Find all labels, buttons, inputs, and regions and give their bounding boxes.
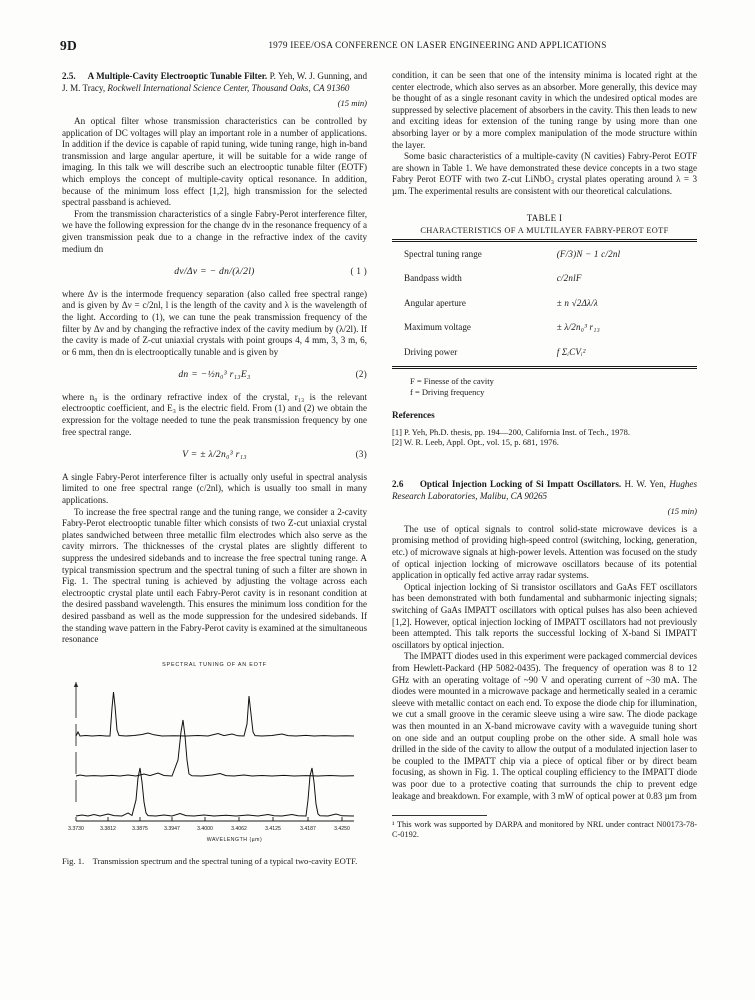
x-tick-label: 3.4250: [334, 826, 350, 833]
talk-heading-2-6: [392, 478, 697, 502]
paragraph: where n₀ is the ordinary refractive index of the crystal, r₁₃ is the relevant electrooptic coefficient, and E₃ is the electric field. From (1) and (2) we obtain the expression for the voltage needed to tune the peak transmission frequency by one free spectral range.: [62, 391, 367, 437]
trace-middle: [76, 720, 354, 776]
trace-top: [76, 692, 354, 736]
table-cell-value: c/2nlF: [556, 273, 582, 284]
talk-affiliation: Rockwell International Science Center, Thousand Oaks, CA 91360: [107, 83, 350, 94]
talk-title: Optical Injection Locking of Si Impatt Oscillators.: [419, 478, 622, 489]
table-cell-value: f ΣᵢCVᵢ²: [556, 347, 586, 357]
talk-duration: (15 min): [337, 98, 367, 109]
table-cell-label: Driving power: [404, 347, 458, 357]
paragraph: To increase the free spectral range and the tuning range, we consider a 2-cavity Fabry-Perot electrooptic tunable filter which consists of two Z-cut uniaxial crystal plates sandwiched between three metallic film electrodes which also serve as the cavity mirrors. The thicknesses of the crystal plates are slightly different to suppress the undesired sidebands and to increase the free spectral tuning range. A typical transmission spectrum and the spectral tuning of such a filter are shown in Fig. 1. The spectral tuning is achieved by adjusting the voltage across each electrooptic crystal plate until each Fabry-Perot cavity is in resonant condition at the desired passband wavelength. This ensures the minimum loss condition for the desired passband as well as the mode suppression for the undesired sidebands. If the standing wave pattern in the Fabry-Perot cavity is examined at the simultaneous resonance: [62, 506, 367, 645]
table-rule-bottom-2: [392, 368, 697, 369]
spectral-tuning-plot: [62, 674, 358, 833]
paragraph: where Δν is the intermode frequency separation (also called free spectral range) and is given by Δν = c/2nl, l is the length of the cavity and λ is the wavelength of the light. According to (1), we can tune the peak transmission frequency of the filter by Δν and by changing the refractive index of the cavity medium by (λ/2l). If the cavity is made of Z-cut uniaxial crystals with point groups 4, 4 mm, 3, 3 m, 6, or 6 mm, then dn is electrooptically tunable and is given by: [62, 288, 367, 357]
x-axis: [76, 817, 354, 821]
equation-number: (2): [355, 369, 367, 380]
x-tick-label: 3.4125: [265, 826, 281, 833]
page-footnote: [392, 815, 697, 840]
equation-number: (3): [355, 449, 367, 460]
reference-item: [2] W. R. Leeb, Appl. Opt., vol. 15, p. 681, 1976.: [392, 437, 559, 448]
x-tick-label: 3.3812: [100, 826, 116, 833]
paragraph: condition, it can be seen that one of the intensity minima is located right at the center electrode, which also serves as an absorber. More generally, this device may be thought of as a single resonant cavity in which the undesired optical modes are suppressed by selective placement of absorbers in the cavity. This then leads to new and exciting ideas for extension of the tuning range by using more than one absorbing layer or by a more complex manipulation of the mode structure within the layer.: [392, 70, 697, 150]
table-cell-value: (F/3)N − 1 c/2nl: [556, 248, 621, 259]
equation-body: V = ± λ/2n₀³ r₁₃: [182, 449, 247, 461]
page-header: [60, 36, 700, 60]
equation-3: [62, 449, 367, 461]
x-tick-label: 3.3730: [68, 826, 84, 833]
table-row: [392, 242, 697, 267]
talk-number: 2.5.: [62, 71, 76, 81]
talk-duration: (15 min): [667, 506, 697, 517]
paragraph: An optical filter whose transmission characteristics can be controlled by application of DC voltages will play an important role in a number of applications. In addition if the device is capable of rapid tuning, wide tuning range, high in-band transmission and large angular aperture, it will be suitable for a wide range of imaging. In this talk we will describe such an electrooptic tunable filter (EOTF) which employs the concept of multiple-cavity optical resonance. In addition, because of the minimum loss effect [1,2], high transmission for the selected spectral passband is achieved.: [62, 116, 367, 208]
table-row: [392, 291, 697, 316]
equation-number: ( 1 ): [350, 266, 367, 277]
left-column: [62, 70, 367, 867]
talk-authors: P. Yeh, W. J. Gunning, and J. M. Tracy,: [62, 71, 368, 94]
table-cell-value: ± λ/2n₀³ r₁₃: [556, 322, 600, 333]
paragraph: Optical injection locking of Si transistor oscillators and GaAs FET oscillators has been demonstrated with both fundamental and subharmonic injecting signals; switching of GaAs IMPATT oscillators with optical pulses has also been achieved [1,2]. However, optical injection locking of IMPATT oscillators had not previously been attempted. This talk reports the successful locking of X-band Si IMPATT oscillators by optical injection.: [392, 581, 697, 650]
x-tick-label: 3.3947: [164, 826, 180, 833]
table-row: [392, 316, 697, 341]
equation-body: dn = −½n₀³ r₁₃E₃: [178, 369, 251, 381]
x-tick-label: 3.4062: [231, 826, 247, 833]
table-footnote: F = Finesse of the cavity: [410, 376, 494, 387]
plot-svg: [62, 674, 358, 824]
table-cell-value: ± n √2Δλ/λ: [556, 297, 599, 308]
table-caption: CHARACTERISTICS OF A MULTILAYER FABRY-PEROT EOTF: [420, 226, 669, 236]
paragraph: The use of optical signals to control solid-state microwave devices is a promising method of providing high-speed control (switching, locking, generation, etc.) of microwave signals at high-power levels. Attention was focused on the study of optical injection locking of microwave oscillators because of its potential application in optically fed active array radar systems.: [392, 523, 697, 581]
table-rule-bottom: [392, 366, 697, 367]
table-footnote: f = Driving frequency: [410, 386, 485, 397]
figure-1: [62, 660, 367, 867]
paragraph: A single Fabry-Perot interference filter is actually only useful in spectral analysis limited to one free spectral range (c/2nl), which is usually too small in many applications.: [62, 471, 367, 506]
table-cell-label: Spectral tuning range: [404, 248, 482, 259]
figure-caption-label: Fig. 1.: [62, 855, 85, 866]
x-tick-label: 3.4000: [197, 826, 213, 833]
right-column: [392, 70, 697, 841]
table-rule-top: [392, 239, 697, 240]
figure-caption: [62, 856, 367, 867]
talk-heading-2-5: [62, 70, 367, 94]
table-1: [392, 204, 697, 398]
equation-2: [62, 369, 367, 381]
equation-1: [62, 266, 367, 278]
paragraph: From the transmission characteristics of a single Fabry-Perot interference filter, we have the following expression for the change dν in the resonance frequency of a given transmission peak due to a change in the refractive index of the cavity medium dn: [62, 208, 367, 254]
figure-caption-text: Transmission spectrum and the spectral tuning of a typical two-cavity EOTF.: [92, 855, 358, 866]
x-axis-label: WAVELENGTH (µm): [206, 837, 263, 844]
talk-title: A Multiple-Cavity Electrooptic Tunable Filter.: [87, 71, 268, 81]
table-cell-label: Maximum voltage: [404, 322, 471, 333]
y-axis-arrow: [74, 682, 78, 687]
footnote-rule: [392, 815, 487, 816]
trace-bottom: [76, 768, 354, 816]
table-row: [392, 341, 697, 366]
reference-item: [1] P. Yeh, Ph.D. thesis, pp. 194—200, California Inst. of Tech., 1978.: [392, 426, 630, 437]
x-tick-label: 3.4187: [300, 826, 316, 833]
table-cell-label: Angular aperture: [404, 297, 466, 308]
footnote-text: ¹ This work was supported by DARPA and monitored by NRL under contract N00173-78-C-0192.: [392, 820, 697, 840]
table-cell-label: Bandpass width: [404, 273, 462, 284]
running-head: 1979 IEEE/OSA CONFERENCE ON LASER ENGINEERING AND APPLICATIONS: [268, 40, 607, 50]
characteristics-table: [392, 242, 697, 365]
x-tick-labels: [62, 823, 358, 833]
references-heading: References: [392, 410, 435, 421]
table-footnotes: [392, 376, 697, 397]
talk-number: 2.6: [392, 478, 404, 489]
figure-title: SPECTRAL TUNING OF AN EOTF: [162, 661, 267, 668]
table-number: TABLE I: [526, 212, 563, 223]
paragraph: Some basic characteristics of a multiple-cavity (N cavities) Fabry-Perot EOTF are shown in Table 1. We have demonstrated these device concepts in a two stage Fabry Perot EOTF with two Z-cut LiNbO₃ crystal plates operating around λ = 3 µm. The experimental results are consistent with our theoretical calculations.: [392, 151, 697, 196]
x-tick-label: 3.3875: [132, 826, 148, 833]
equation-body: dν/Δν = − dn/(λ/2l): [174, 266, 255, 278]
talk-affiliation: Hughes Research Laboratories, Malibu, CA 90265: [392, 478, 697, 502]
paragraph: The IMPATT diodes used in this experiment were packaged commercial devices from Hewlett-Packard (HP 5082-0435). The frequency of operation was 8 to 12 GHz with an operating voltage of ~90 V and operating current of ~30 mA. The diodes were mounted in a microwave package and hermetically sealed in a ceramic sleeve with metallic contact on each end. To expose the diode chip for illumination, we cut a small groove in the ceramic sleeve using a wire saw. The diode package was then mounted in an X-band microwave cavity with a waveguide tuning short on one side and an output coupling probe on the other side. A small hole was drilled in the side of the cavity to allow the output of a modulated injection laser to be coupled to the IMPATT chip via a piece of optical fiber or by direct beam focusing, as shown in Fig. 1. The optical coupling efficiency to the IMPATT diode was poor due to a protective coating that surrounds the chip to prevent edge leakage and breakdown. For example, with 3 mW of optical power at 0.83 µm from: [392, 651, 697, 801]
table-row: [392, 267, 697, 292]
talk-authors: H. W. Yen,: [624, 478, 666, 489]
folio-page-number: 9D: [60, 38, 77, 53]
